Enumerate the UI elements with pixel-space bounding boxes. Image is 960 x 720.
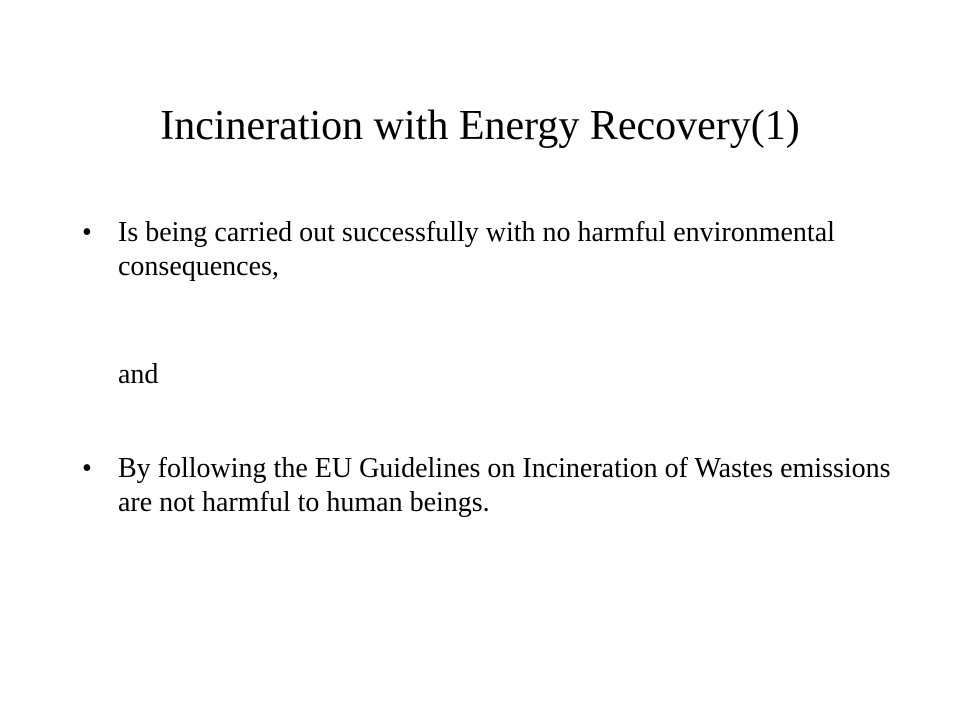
bullet-list (78, 216, 898, 284)
bullet-text: Is being carried out successfully with no harmful environmental consequences, (118, 217, 835, 282)
bullet-text: By following the EU Guidelines on Incineration of Wastes emissions are not harmful to human beings. (118, 453, 891, 518)
connector-text: and (118, 359, 159, 390)
bullet-item (78, 452, 898, 520)
bullet-icon: • (82, 217, 92, 248)
bullet-icon: • (82, 453, 92, 484)
slide-title: Incineration with Energy Recovery(1) (160, 103, 800, 149)
bullet-item (78, 216, 898, 284)
bullet-list-second (78, 452, 898, 520)
